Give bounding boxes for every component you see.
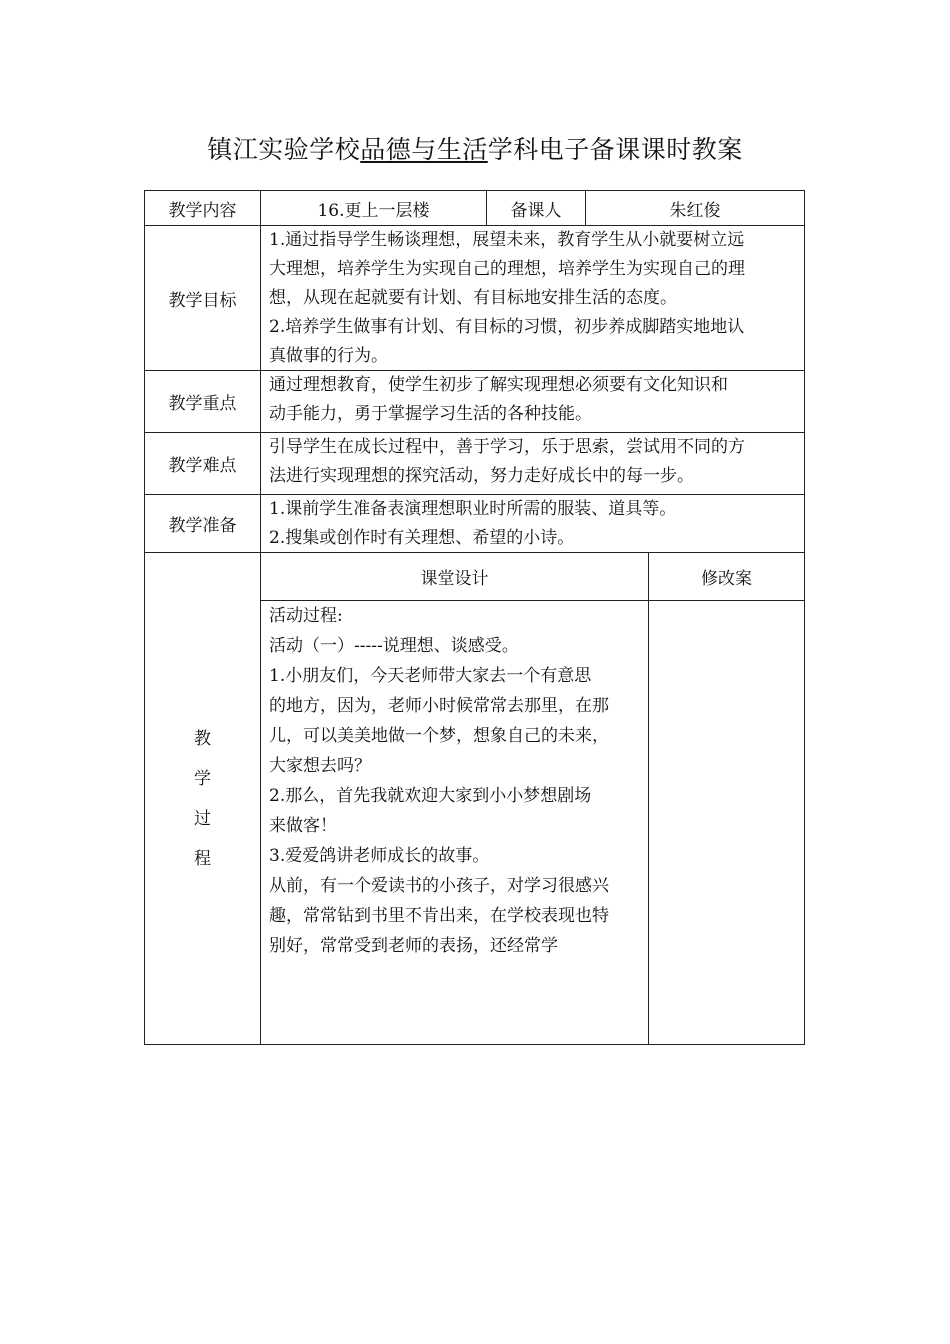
goals-line: 真做事的行为。	[269, 346, 388, 366]
title-subject: 品德与生活	[360, 135, 488, 164]
process-label-char: 过	[194, 808, 211, 829]
design-content	[260, 600, 649, 1045]
key-points-line: 动手能力，勇于掌握学习生活的各种技能。	[269, 404, 592, 424]
design-line: 3.爱爱鸽讲老师成长的故事。	[269, 846, 490, 866]
preparation-label: 教学准备	[144, 494, 261, 553]
key-points-line: 通过理想教育，使学生初步了解实现理想必须要有文化知识和	[269, 375, 728, 395]
goals-label: 教学目标	[144, 225, 261, 371]
design-line: 的地方，因为，老师小时候常常去那里，在那	[269, 696, 609, 716]
design-line: 趣，常常钻到书里不肯出来，在学校表现也特	[269, 906, 609, 926]
revision-content	[648, 600, 805, 1045]
design-line: 活动过程:	[269, 606, 343, 626]
preparer-label: 备课人	[486, 190, 586, 226]
design-line: 儿，可以美美地做一个梦，想象自己的未来，	[269, 726, 609, 746]
preparer-value: 朱红俊	[585, 190, 805, 226]
goals-text	[260, 225, 805, 371]
difficulties-text	[260, 432, 805, 495]
difficulties-label: 教学难点	[144, 432, 261, 495]
design-line: 从前，有一个爱读书的小孩子，对学习很感兴	[269, 876, 609, 896]
process-label-char: 教	[194, 728, 211, 749]
preparation-line: 2.搜集或创作时有关理想、希望的小诗。	[269, 528, 575, 548]
revision-header: 修改案	[648, 552, 805, 601]
goals-line: 1.通过指导学生畅谈理想，展望未来，教育学生从小就要树立远	[269, 230, 745, 250]
design-line: 来做客！	[269, 816, 337, 836]
key-points-text	[260, 370, 805, 433]
preparation-text	[260, 494, 805, 553]
process-label-char: 程	[194, 848, 211, 869]
design-line: 2.那么，首先我就欢迎大家到小小梦想剧场	[269, 786, 592, 806]
design-line: 1.小朋友们，今天老师带大家去一个有意思	[269, 666, 592, 686]
process-label-char: 学	[194, 768, 211, 789]
page-title	[0, 130, 950, 166]
difficulties-line: 引导学生在成长过程中，善于学习，乐于思索，尝试用不同的方	[269, 437, 745, 457]
design-line: 别好，常常受到老师的表扬，还经常学	[269, 936, 558, 956]
design-line: 大家想去吗？	[269, 756, 371, 776]
goals-line: 想，从现在起就要有计划、有目标地安排生活的态度。	[269, 288, 677, 308]
lesson-plan-table	[144, 190, 805, 1045]
goals-line: 大理想，培养学生为实现自己的理想，培养学生为实现自己的理	[269, 259, 745, 279]
design-line: 活动（一）-----说理想、谈感受。	[269, 636, 519, 656]
key-points-label: 教学重点	[144, 370, 261, 433]
title-suffix: 学科电子备课课时教案	[487, 135, 743, 164]
goals-line: 2.培养学生做事有计划、有目标的习惯，初步养成脚踏实地地认	[269, 317, 745, 337]
content-value: 16.更上一层楼	[260, 190, 487, 226]
title-prefix: 镇江实验学校	[207, 135, 361, 164]
process-label	[144, 552, 261, 1045]
difficulties-line: 法进行实现理想的探究活动，努力走好成长中的每一步。	[269, 466, 694, 486]
preparation-line: 1.课前学生准备表演理想职业时所需的服装、道具等。	[269, 499, 677, 519]
content-label: 教学内容	[144, 190, 261, 226]
design-header: 课堂设计	[260, 552, 649, 601]
